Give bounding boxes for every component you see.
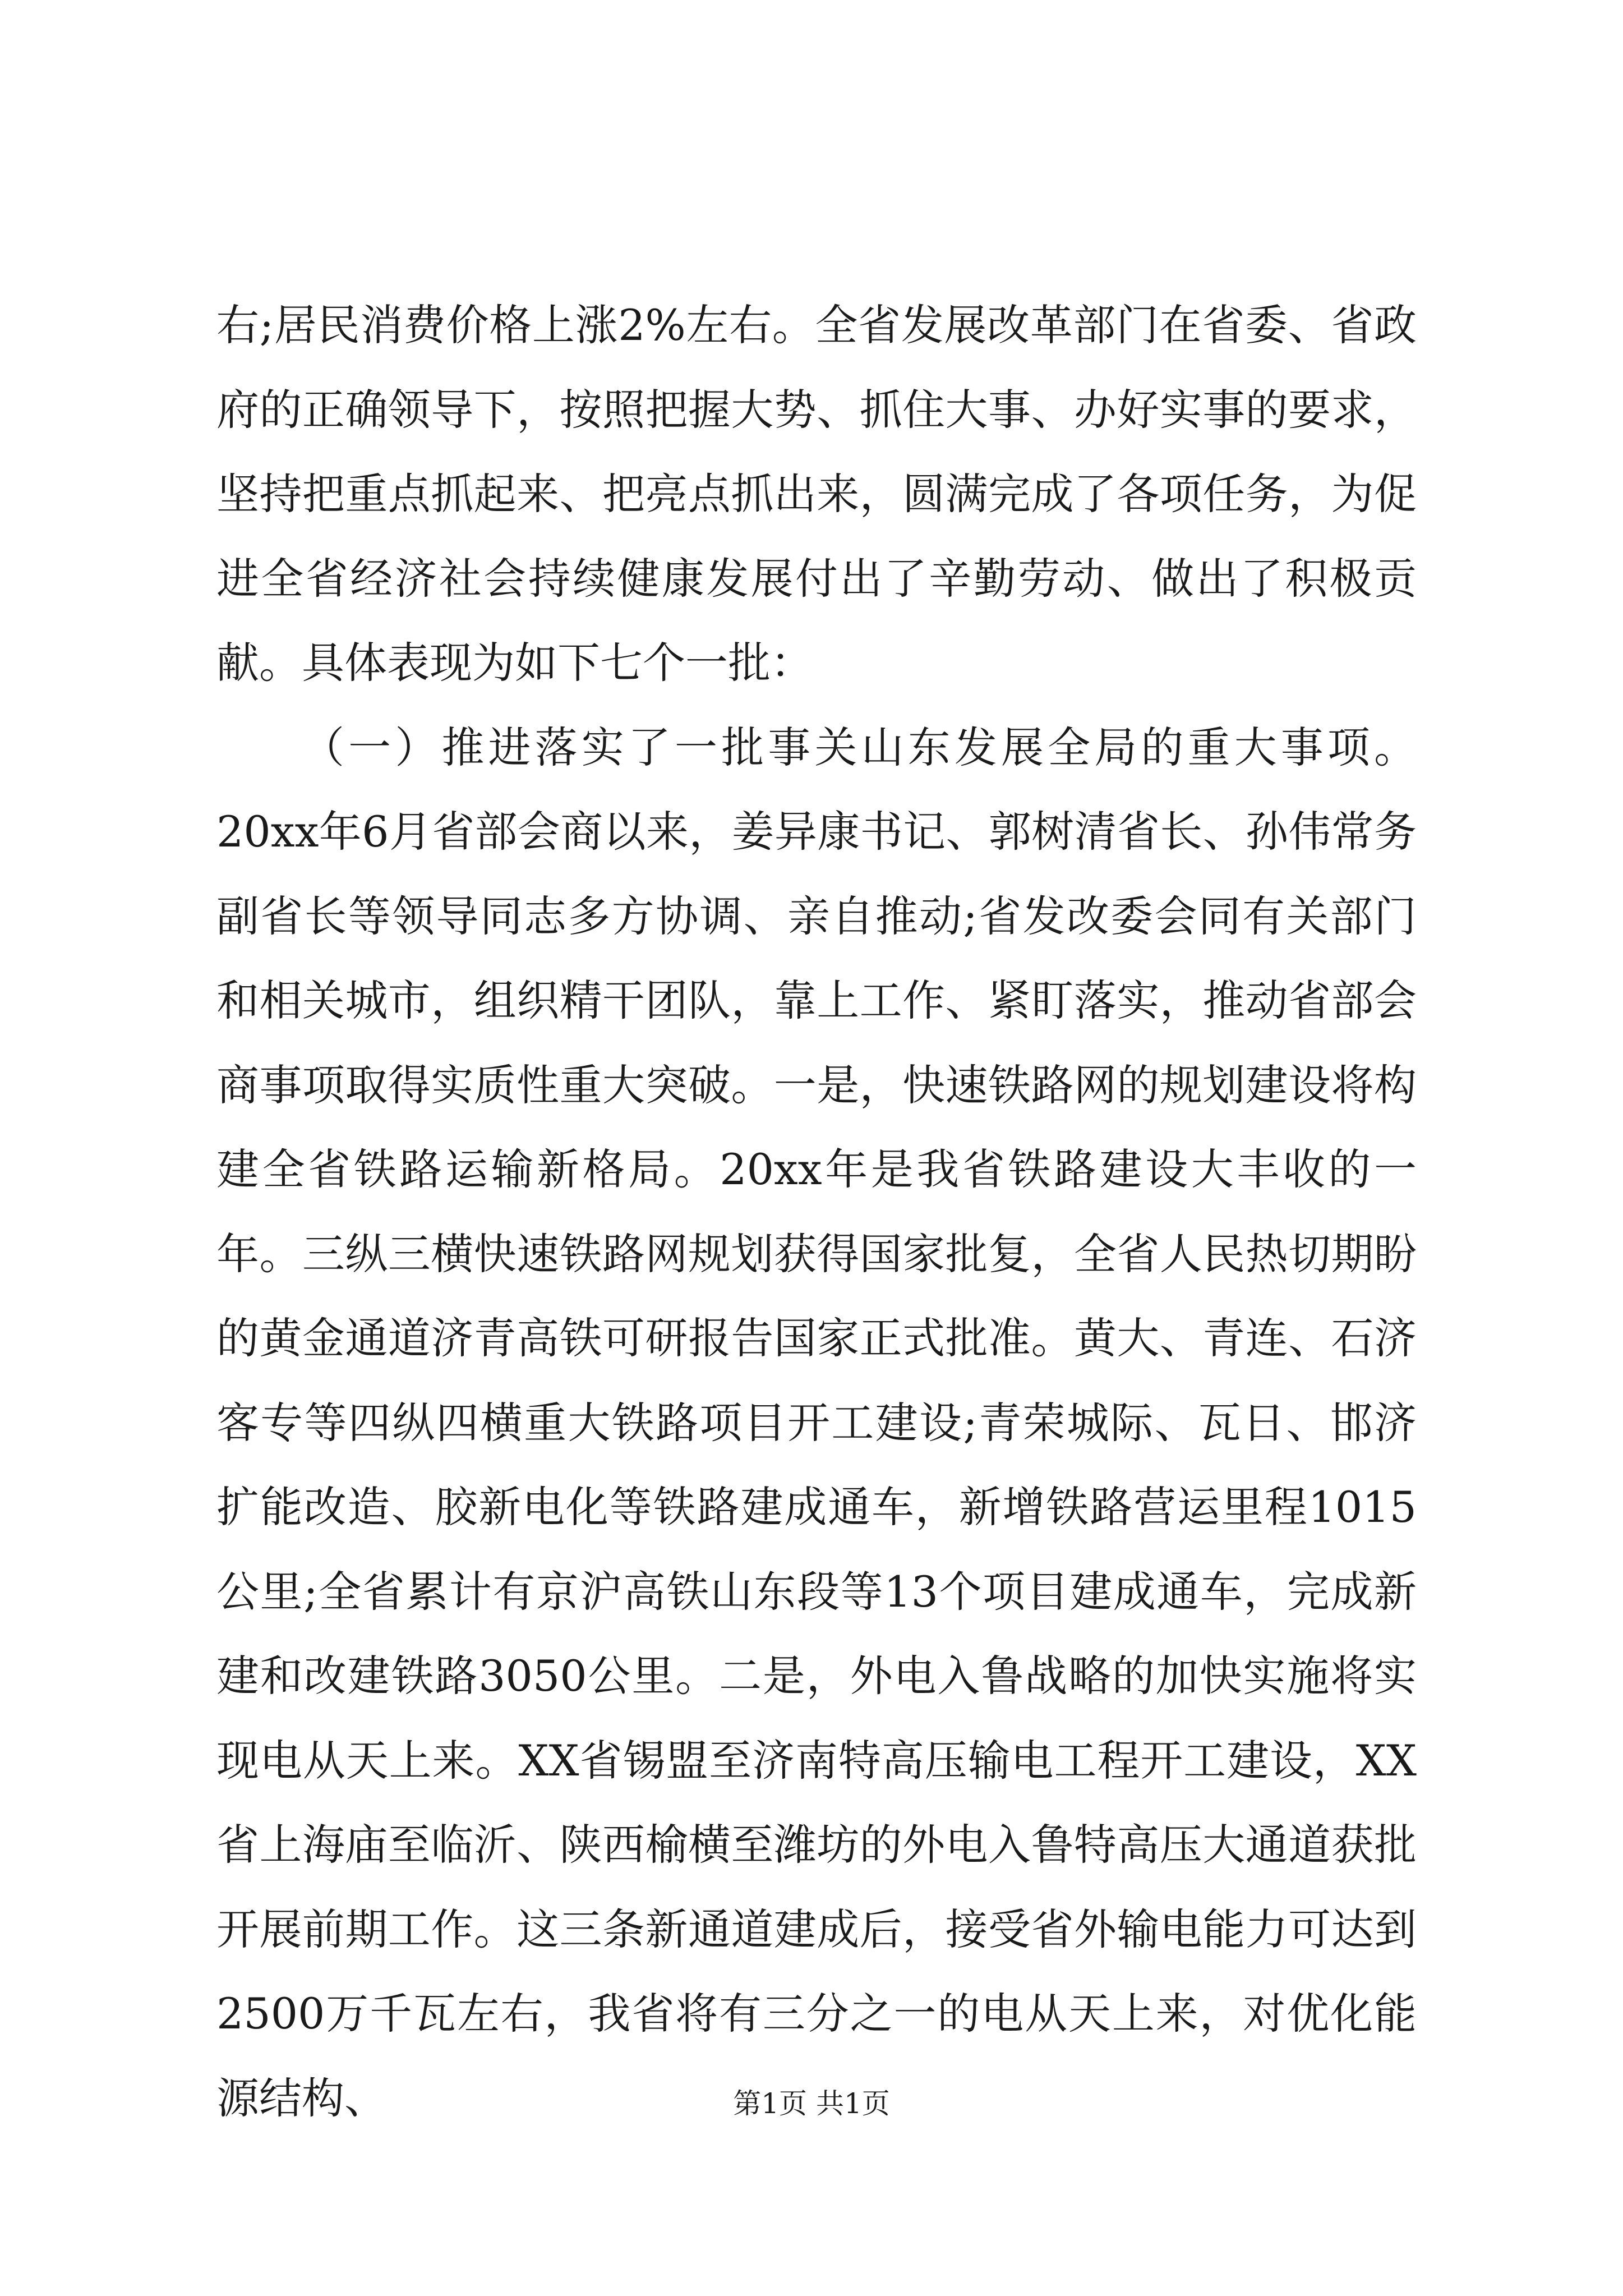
page-footer: 第1页 共1页 <box>733 2087 890 2120</box>
paragraph-continuation: 右;居民消费价格上涨2%左右。全省发展改革部门在省委、省政府的正确领导下，按照把握大势、抓住大事、办好实事的要求，坚持把重点抓起来、把亮点抓出来，圆满完成了各项任务，为促进全省经济社会持续健康发展付出了辛勤劳动、做出了积极贡献。具体表现为如下七个一批： <box>216 300 1417 688</box>
document-body <box>216 283 1417 2141</box>
paragraph-section-one: （一）推进落实了一批事关山东发展全局的重大事项。20xx年6月省部会商以来，姜异康书记、郭树清省长、孙伟常务副省长等领导同志多方协调、亲自推动;省发改委会同有关部门和相关城市，组织精干团队，靠上工作、紧盯落实，推动省部会商事项取得实质性重大突破。一是，快速铁路网的规划建设将构建全省铁路运输新格局。20xx年是我省铁路建设大丰收的一年。三纵三横快速铁路网规划获得国家批复，全省人民热切期盼的黄金通道济青高铁可研报告国家正式批准。黄大、青连、石济客专等四纵四横重大铁路项目开工建设;青荣城际、瓦日、邯济扩能改造、胶新电化等铁路建成通车，新增铁路营运里程1015公里;全省累计有京沪高铁山东段等13个项目建成通车，完成新建和改建铁路3050公里。二是，外电入鲁战略的加快实施将实现电从天上来。XX省锡盟至济南特高压输电工程开工建设，XX省上海庙至临沂、陕西榆横至潍坊的外电入鲁特高压大通道获批开展前期工作。这三条新通道建成后，接受省外输电能力可达到2500万千瓦左右，我省将有三分之一的电从天上来，对优化能源结构、 <box>216 722 1417 2123</box>
